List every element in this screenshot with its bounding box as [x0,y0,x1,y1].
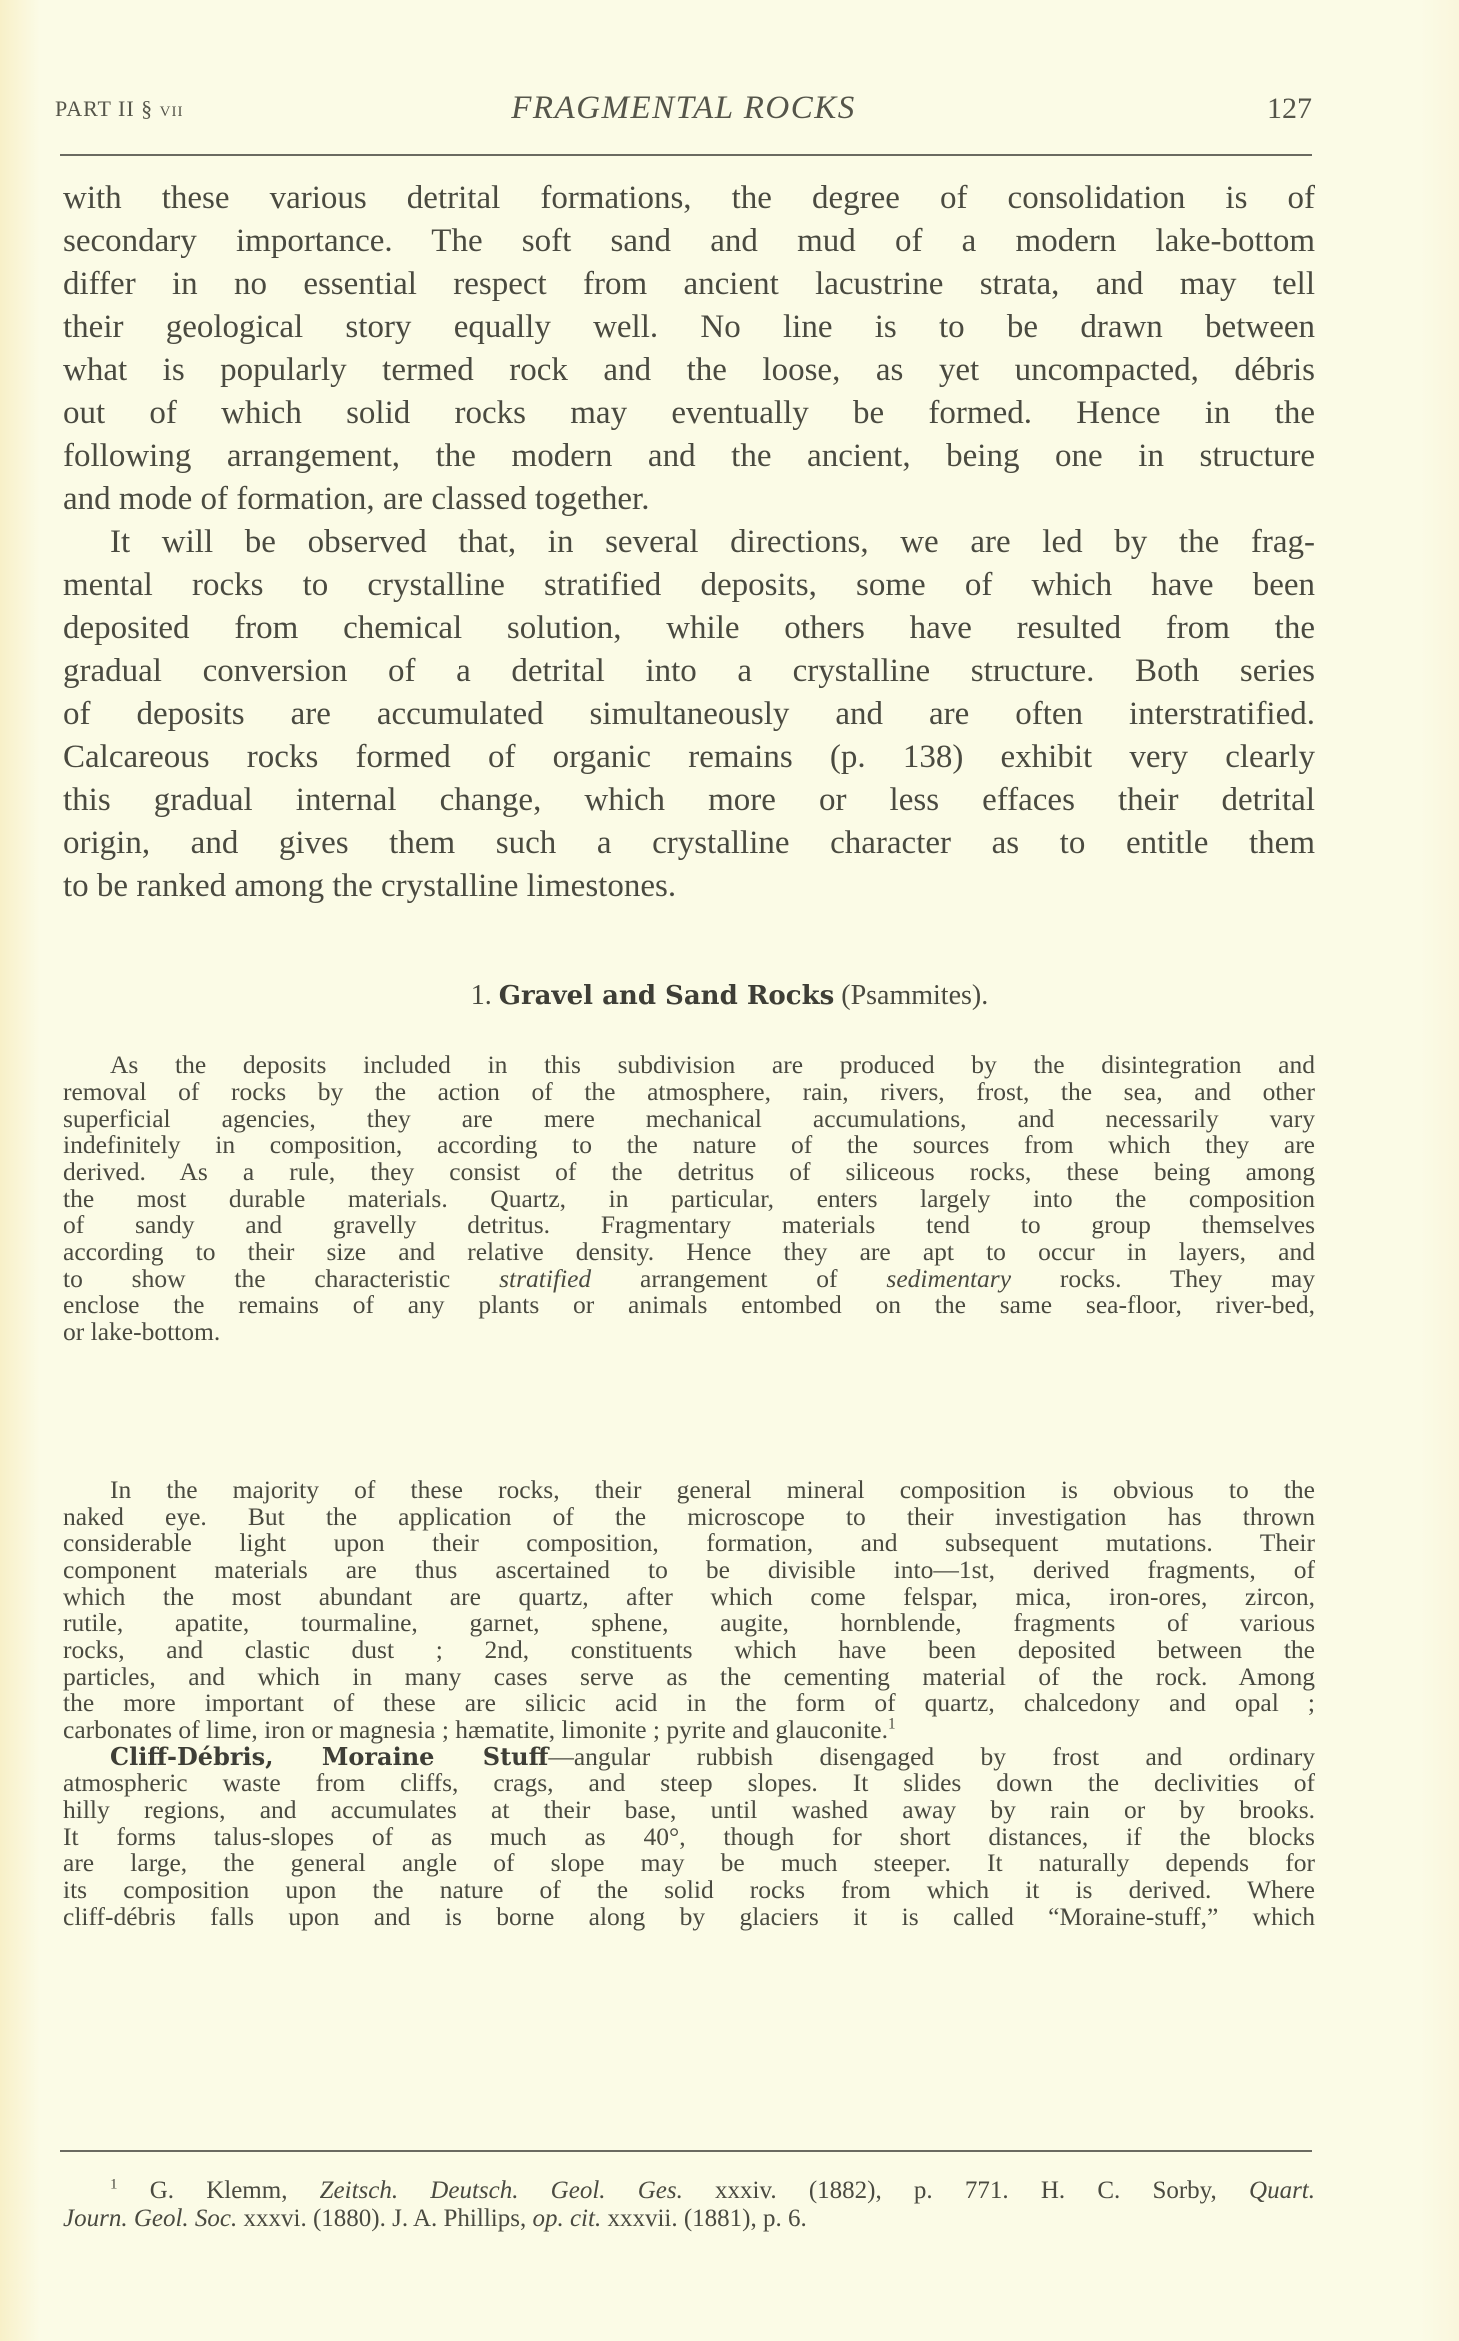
section-number: 1. [470,980,492,1011]
text-line: gradual conversion of a detrital into a crystalline structure. Both series [63,653,1315,689]
text-line: of sandy and gravelly detritus. Fragmentary materials tend to group themselves [63,1210,1315,1239]
footnote-rule [60,2150,1312,2152]
text-line: mental rocks to crystalline stratified deposits, some of which have been [63,567,1315,603]
text-line: its composition upon the nature of the solid rocks from which it is derived. Where [63,1875,1315,1904]
text-line: are large, the general angle of slope may be much steeper. It naturally depends for [63,1848,1315,1877]
text-line: removal of rocks by the action of the atmosphere, rain, rivers, frost, the sea, and other [63,1077,1315,1106]
text-line: according to their size and relative density. Hence they are apt to occur in layers, and [63,1237,1315,1266]
section-heading [0,980,1459,1012]
text-line: rocks, and clastic dust ; 2nd, constituents which have been deposited between the [63,1635,1315,1664]
text-line: or lake-bottom. [63,1317,221,1346]
text-run: to show the characteristic [63,1264,500,1293]
text-run: rocks. They may [1011,1264,1315,1293]
footnote-line [63,2177,1315,2205]
footnote-line [63,2205,1315,2233]
citation-title: Quart. [1249,2177,1315,2204]
text-line: As the deposits included in this subdivision are produced by the disintegration and [110,1050,1315,1079]
text-line: and mode of formation, are classed together. [63,481,650,517]
running-head [55,90,1312,136]
text-line: secondary importance. The soft sand and mud of a modern lake-bottom [63,223,1315,259]
text-line: with these various detrital formations, the degree of consolidation is of [63,180,1315,216]
text-run: xxxvi. (1880). J. A. Phillips, [237,2205,533,2232]
text-line: this gradual internal change, which more or less effaces their detrital [63,782,1315,818]
text-line: which the most abundant are quartz, after which come felspar, mica, iron-ores, zircon, [63,1582,1315,1611]
text-line: naked eye. But the application of the microscope to their investigation has thrown [63,1502,1315,1531]
text-line: out of which solid rocks may eventually be formed. Hence in the [63,395,1315,431]
text-line: differ in no essential respect from ancient lacustrine strata, and may tell [63,266,1315,302]
text-line: In the majority of these rocks, their general mineral composition is obvious to the [110,1475,1315,1504]
text-line: what is popularly termed rock and the loose, as yet uncompacted, débris [63,352,1315,388]
part-section-label: PART II § vii [55,96,184,121]
term-cliff-debris: Cliff-Débris, Moraine Stuff [110,1742,549,1771]
text-line: component materials are thus ascertained to be divisible into—1st, derived fragments, of [63,1555,1315,1584]
section-subtitle: (Psammites). [841,980,989,1011]
text-line: their geological story equally well. No line is to be drawn between [63,309,1315,345]
text-line: indefinitely in composition, according to the nature of the sources from which they are [63,1130,1315,1159]
footnote-reference[interactable]: 1 [887,1715,896,1733]
header-rule [60,154,1312,156]
text-run: G. Klemm, [117,2177,320,2204]
page-number: 127 [1267,92,1312,125]
text-line: derived. As a rule, they consist of the detritus of siliceous rocks, these being among [63,1157,1315,1186]
emphasis-sedimentary: sedimentary [886,1264,1012,1293]
text-line: rutile, apatite, tourmaline, garnet, sphene, augite, hornblende, fragments of various [63,1608,1315,1637]
text-line: to be ranked among the crystalline limestones. [63,868,677,904]
text-run: arrangement of [591,1264,887,1293]
text-line: It will be observed that, in several directions, we are led by the frag- [110,524,1315,560]
text-line: cliff-débris falls upon and is borne along by glaciers it is called “Moraine-stuff,” which [63,1902,1315,1931]
text-line: of deposits are accumulated simultaneously and are often interstratified. [63,696,1315,732]
text-run: —angular rubbish disengaged by frost and ordinary [548,1742,1315,1771]
text-line [63,1715,1315,1745]
footnote-marker: 1 [110,2176,118,2193]
text-line: the more important of these are silicic acid in the form of quartz, chalcedony and opal ; [63,1688,1315,1717]
text-run: xxxiv. (1882), p. 771. H. C. Sorby, [682,2177,1250,2204]
text-run: xxxvii. (1881), p. 6. [601,2205,807,2232]
text-line: following arrangement, the modern and the ancient, being one in structure [63,438,1315,474]
text-line: enclose the remains of any plants or animals entombed on the same sea-floor, river-bed, [63,1290,1315,1319]
citation-abbrev: op. cit. [532,2205,602,2232]
text-run: carbonates of lime, iron or magnesia ; hæmatite, limonite ; pyrite and glauconite. [63,1715,888,1744]
text-line: hilly regions, and accumulates at their base, until washed away by rain or by brooks. [63,1795,1315,1824]
text-line: It forms talus-slopes of as much as 40°, though for short distances, if the blocks [63,1822,1315,1851]
citation-title: Zeitsch. Deutsch. Geol. Ges. [319,2177,683,2204]
emphasis-stratified: stratified [499,1264,592,1293]
text-line: atmospheric waste from cliffs, crags, and steep slopes. It slides down the declivities of [63,1768,1315,1797]
text-line: deposited from chemical solution, while others have resulted from the [63,610,1315,646]
text-line: considerable light upon their composition, formation, and subsequent mutations. Their [63,1528,1315,1557]
section-title: Gravel and Sand Rocks [498,981,835,1011]
text-line: Calcareous rocks formed of organic remains (p. 138) exhibit very clearly [63,739,1315,775]
text-line: origin, and gives them such a crystalline character as to entitle them [63,825,1315,861]
citation-title: Journ. Geol. Soc. [63,2205,238,2232]
text-line: superficial agencies, they are mere mechanical accumulations, and necessarily vary [63,1104,1315,1133]
text-line: the most durable materials. Quartz, in particular, enters largely into the composition [63,1184,1315,1213]
chapter-title: FRAGMENTAL ROCKS [511,90,856,126]
text-line: particles, and which in many cases serve as the cementing material of the rock. Among [63,1662,1315,1691]
